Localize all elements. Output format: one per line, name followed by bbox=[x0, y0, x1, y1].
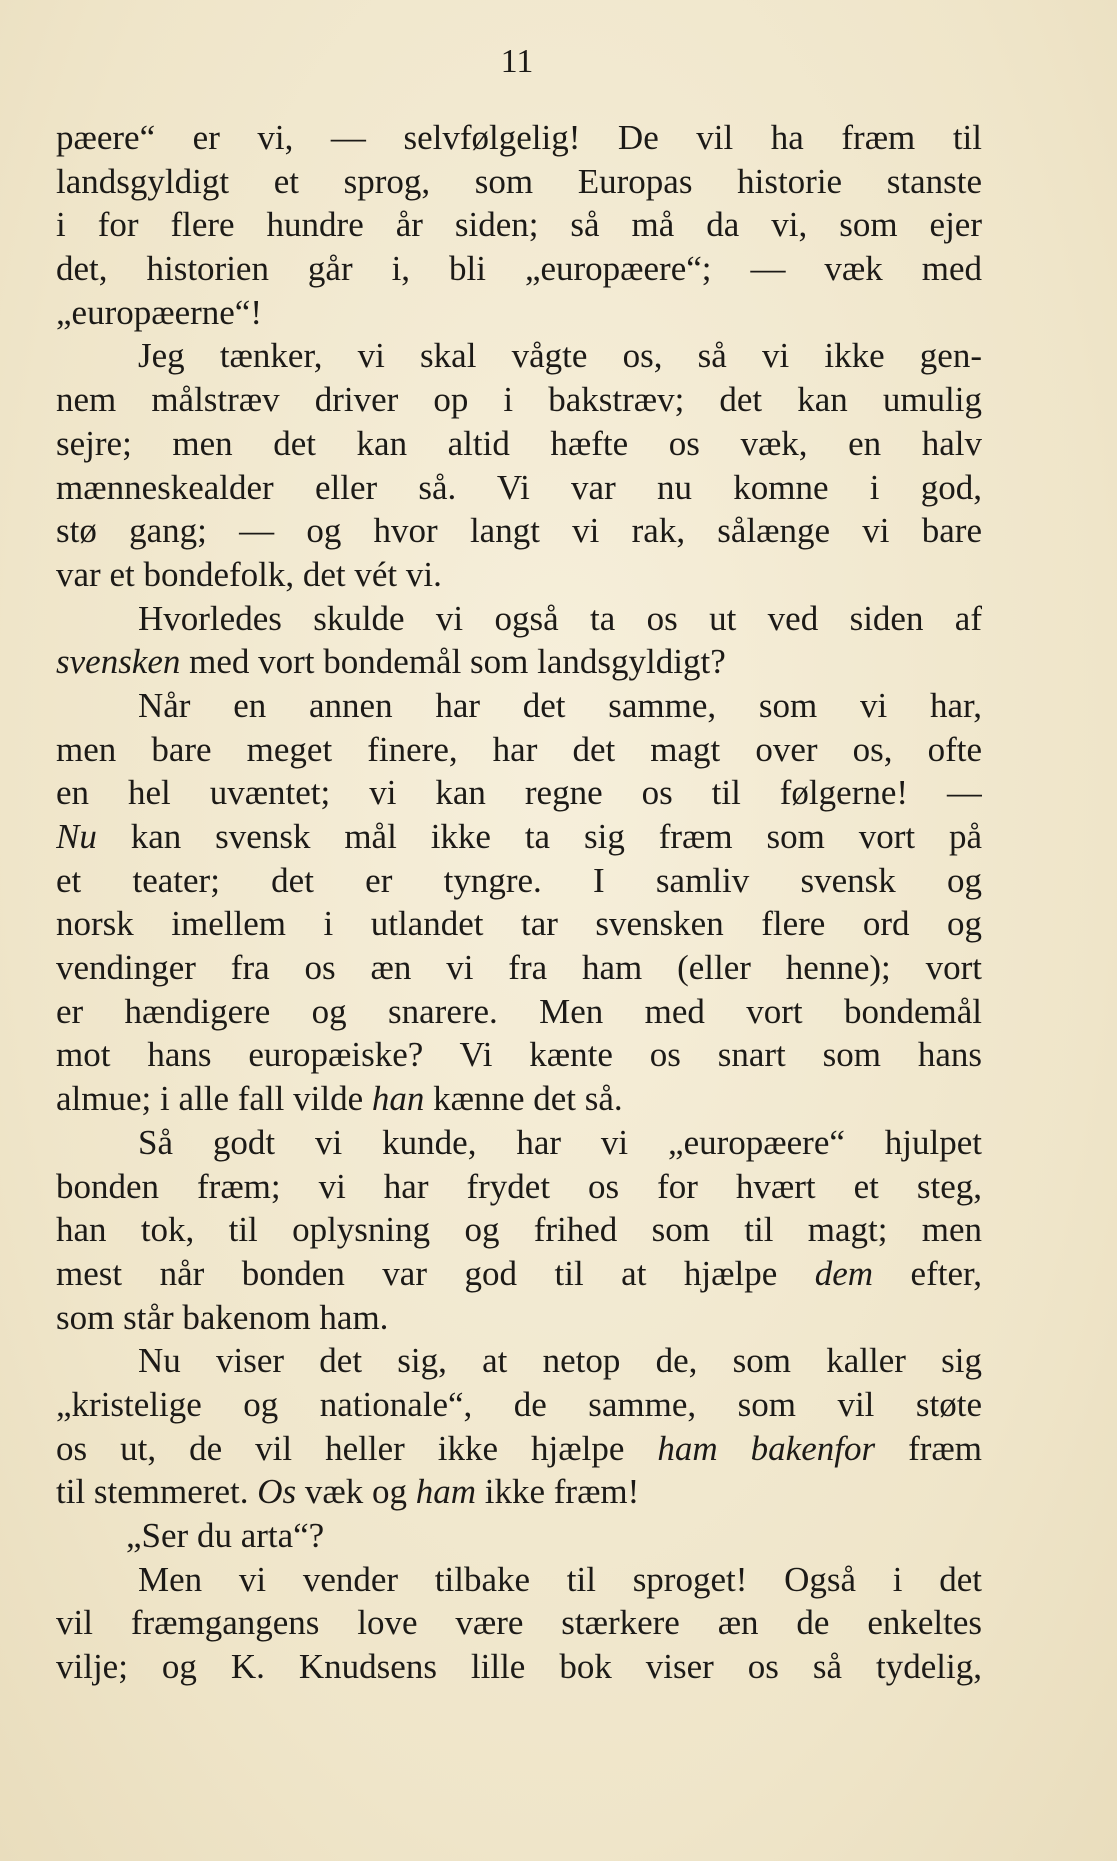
text-run: stø gang; — og hvor langt vi rak, sålænge vi bare bbox=[56, 511, 982, 551]
text-run: vil fræmgangens love være stærkere æn de enkeltes bbox=[56, 1603, 982, 1643]
text-run: os ut, de vil heller ikke hjælpe bbox=[56, 1428, 658, 1468]
text-line bbox=[56, 990, 982, 1034]
text-run: men bare meget finere, har det magt over os, ofte bbox=[56, 729, 982, 769]
text-line bbox=[56, 1033, 982, 1077]
text-line bbox=[56, 247, 982, 291]
text-line bbox=[56, 1558, 982, 1602]
text-line bbox=[56, 1427, 982, 1471]
text-run: var et bondefolk, det vét vi. bbox=[56, 554, 442, 594]
text-line bbox=[56, 597, 982, 641]
text-run: mænneskealder eller så. Vi var nu komne i god, bbox=[56, 467, 982, 507]
text-run: nem målstræv driver op i bakstræv; det kan umulig bbox=[56, 380, 982, 420]
italic-text-run: Nu bbox=[56, 817, 97, 856]
text-run: norsk imellem i utlandet tar svensken flere ord og bbox=[56, 904, 982, 944]
text-run: landsgyldigt et sprog, som Europas historie stanste bbox=[56, 161, 982, 201]
text-line bbox=[56, 1121, 982, 1165]
text-run: fræm bbox=[875, 1428, 982, 1468]
text-line bbox=[56, 1470, 982, 1514]
text-run: „kristelige og nationale“, de samme, som vil støte bbox=[56, 1384, 982, 1424]
italic-text-run: han bbox=[371, 1079, 425, 1119]
text-run: han tok, til oplysning og frihed som til magt; men bbox=[56, 1210, 982, 1250]
body-text bbox=[56, 116, 982, 1689]
text-line bbox=[56, 1601, 982, 1645]
text-line bbox=[56, 1165, 982, 1209]
text-run: kan svensk mål ikke ta sig fræm som vort på bbox=[96, 817, 982, 856]
text-line bbox=[56, 1077, 982, 1121]
text-run: kænne det så. bbox=[424, 1079, 623, 1119]
text-line bbox=[56, 728, 982, 772]
text-line bbox=[56, 160, 982, 204]
text-run: er hændigere og snarere. Men med vort bondemål bbox=[56, 991, 982, 1031]
text-line bbox=[56, 1514, 982, 1558]
italic-text-run: ham bakenfor bbox=[657, 1428, 876, 1468]
text-run: Når en annen har det samme, som vi har, bbox=[138, 685, 982, 725]
text-run: sejre; men det kan altid hæfte os væk, en halv bbox=[56, 423, 982, 463]
italic-text-run: ham bbox=[415, 1472, 476, 1512]
text-run: en hel uvæntet; vi kan regne os til følgerne! — bbox=[56, 773, 982, 813]
text-line bbox=[56, 422, 982, 466]
text-run: mot hans europæiske? Vi kænte os snart som hans bbox=[56, 1035, 982, 1075]
page-number: 11 bbox=[500, 43, 534, 80]
text-run: til stemmeret. bbox=[56, 1472, 258, 1512]
italic-text-run: Os bbox=[257, 1472, 297, 1512]
text-run: vilje; og K. Knudsens lille bok viser os så tydelig, bbox=[56, 1647, 982, 1687]
text-run: med vort bondemål som landsgyldigt? bbox=[180, 642, 726, 682]
text-run: „Ser du arta“? bbox=[126, 1516, 325, 1555]
text-line bbox=[56, 1383, 982, 1427]
text-line bbox=[56, 1252, 982, 1296]
text-line bbox=[56, 1296, 982, 1340]
text-line bbox=[56, 815, 982, 859]
text-run: i for flere hundre år siden; så må da vi, som ejer bbox=[56, 205, 982, 245]
italic-text-run: svensken bbox=[56, 642, 181, 682]
text-line bbox=[56, 1208, 982, 1252]
text-run: Så godt vi kunde, har vi „europæere“ hjulpet bbox=[138, 1122, 982, 1162]
text-line bbox=[56, 378, 982, 422]
text-run: et teater; det er tyngre. I samliv svensk og bbox=[56, 860, 982, 900]
text-line bbox=[56, 684, 982, 728]
text-line bbox=[56, 946, 982, 990]
text-run: „europæerne“! bbox=[56, 292, 262, 332]
text-line bbox=[56, 902, 982, 946]
text-run: Men vi vender tilbake til sproget! Også i det bbox=[138, 1559, 982, 1599]
italic-text-run: dem bbox=[814, 1253, 874, 1293]
text-line bbox=[56, 1645, 982, 1689]
text-run: som står bakenom ham. bbox=[56, 1297, 389, 1337]
text-run: vendinger fra os æn vi fra ham (eller henne); vort bbox=[56, 948, 982, 988]
text-run: ikke fræm! bbox=[476, 1472, 640, 1512]
text-run: Jeg tænker, vi skal vågte os, så vi ikke gen- bbox=[138, 336, 982, 376]
text-run: almue; i alle fall vilde bbox=[56, 1079, 372, 1119]
text-line bbox=[56, 466, 982, 510]
text-run: pæere“ er vi, — selvfølgelig! De vil ha fræm til bbox=[56, 118, 982, 157]
text-run: Nu viser det sig, at netop de, som kaller sig bbox=[138, 1341, 982, 1381]
text-run: Hvorledes skulde vi også ta os ut ved siden af bbox=[138, 598, 982, 638]
text-run: mest når bonden var god til at hjælpe bbox=[56, 1253, 815, 1293]
text-line bbox=[56, 1339, 982, 1383]
text-run: væk og bbox=[296, 1472, 416, 1512]
text-line bbox=[56, 553, 982, 597]
text-line bbox=[56, 291, 982, 335]
text-line bbox=[56, 334, 982, 378]
text-line bbox=[56, 509, 982, 553]
text-line bbox=[56, 116, 982, 160]
text-run: bonden fræm; vi har frydet os for hvært et steg, bbox=[56, 1166, 982, 1206]
text-line bbox=[56, 203, 982, 247]
text-line bbox=[56, 771, 982, 815]
text-line bbox=[56, 640, 982, 684]
text-line bbox=[56, 859, 982, 903]
text-run: efter, bbox=[873, 1253, 982, 1293]
text-run: det, historien går i, bli „europæere“; — væk med bbox=[56, 249, 982, 289]
